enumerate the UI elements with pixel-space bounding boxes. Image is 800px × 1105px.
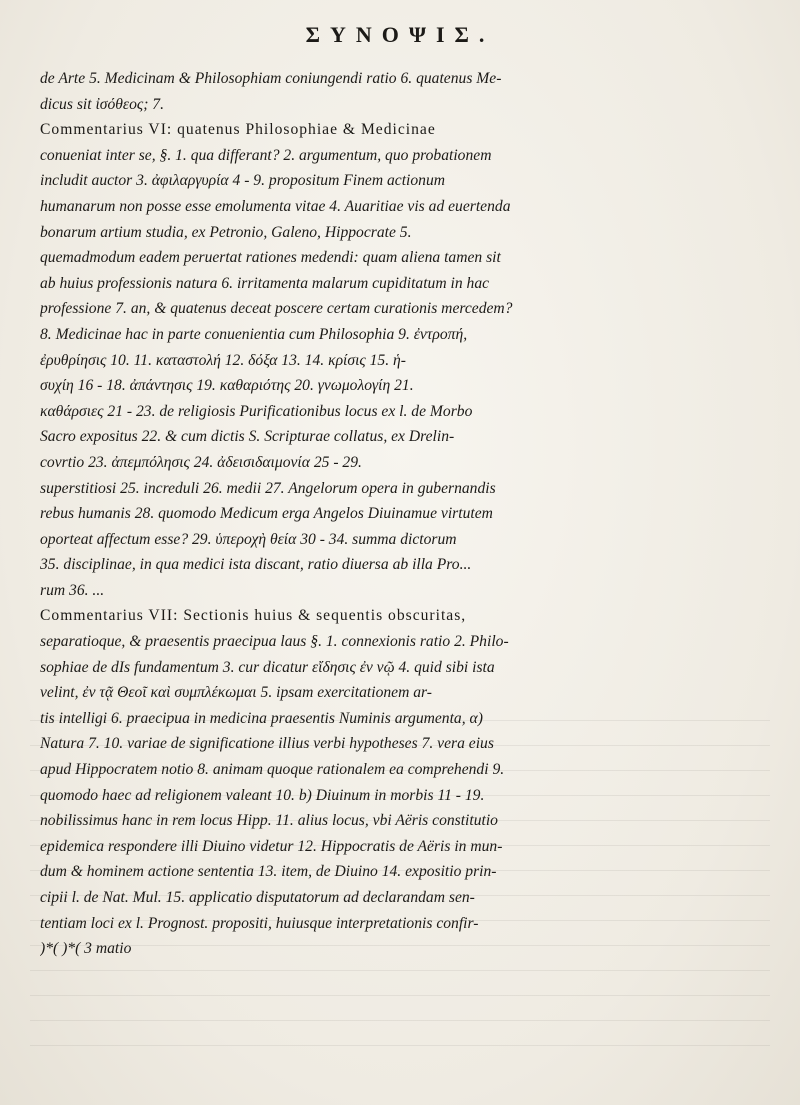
text-line: velint, ἐν τᾷ Θεοῖ καὶ συμπλέκωμαι 5. ipsam exercitationem ar-	[40, 684, 432, 702]
text-line: ἐρυθρίησις 10. 11. καταστολή 12. δόξα 13. 14. κρίσις 15. ἡ-	[40, 351, 406, 369]
text-line: includit auctor 3. ἀφιλαργυρία 4 - 9. propositum Finem actionum	[40, 172, 446, 190]
text-line: quomodo haec ad religionem valeant 10. b) Diuinum in morbis 11 - 19.	[40, 786, 485, 804]
text-line: καθάρσιες 21 - 23. de religiosis Purificationibus locus ex l. de Morbo	[40, 402, 473, 420]
text-line: apud Hippocratem notio 8. animam quoque rationalem ea comprehendi 9.	[40, 761, 505, 779]
text-line: dum & hominem actione sententia 13. item, de Diuino 14. expositio prin-	[40, 863, 497, 881]
text-line: Natura 7. 10. variae de significatione illius verbi hypotheses 7. vera eius	[40, 735, 494, 753]
text-line: tentiam loci ex l. Prognost. propositi, huiusque interpretationis confir-	[40, 914, 479, 932]
text-line: nobilissimus hanc in rem locus Hipp. 11. alius locus, vbi Aëris constitutio	[40, 812, 498, 830]
text-line: oporteat affectum esse? 29. ὑπεροχὴ θεία 30 - 34. summa dictorum	[40, 530, 457, 548]
text-line: quemadmodum eadem peruertat rationes medendi: quam aliena tamen sit	[40, 249, 501, 267]
show-through-texture	[30, 720, 770, 1060]
text-line: sophiae de dIs fundamentum 3. cur dicatur εἴδησις ἐν νῷ 4. quid sibi ista	[40, 658, 495, 676]
text-line: dicus sit ἰσόθεος; 7.	[40, 95, 164, 113]
text-line: συχίη 16 - 18. ἀπάντησις 19. καθαριότης 20. γνωμολογίη 21.	[40, 377, 414, 395]
text-line: ab huius professionis natura 6. irritamenta malarum cupiditatum in hac	[40, 274, 490, 292]
text-line: cipii l. de Nat. Mul. 15. applicatio disputatorum ad declarandam sen-	[40, 889, 475, 906]
commentary-heading: Commentarius VI: quatenus Philosophiae & Medicinae	[40, 121, 436, 139]
commentary-heading: Commentarius VII: Sectionis huius & sequentis obscuritas,	[40, 607, 467, 625]
text-line: separatioque, & praesentis praecipua laus §. 1. connexionis ratio 2. Philo-	[40, 633, 509, 651]
text-line: 8. Medicinae hac in parte conuenientia cum Philosophia 9. ἐντροπή,	[40, 325, 468, 343]
text-line: bonarum artium studia, ex Petronio, Galeno, Hippocrate 5.	[40, 223, 412, 241]
text-line: rebus humanis 28. quomodo Medicum erga Angelos Diuinamue virtutem	[40, 505, 493, 523]
text-line: epidemica respondere illi Diuino videtur 12. Hippocratis de Aëris in mun-	[40, 837, 503, 855]
text-line: superstitiosi 25. increduli 26. medii 27. Angelorum opera in gubernandis	[40, 479, 496, 497]
text-line: de Arte 5. Medicinam & Philosophiam coniungendi ratio 6. quatenus Me-	[40, 70, 502, 87]
text-line: rum 36. ...	[40, 581, 105, 599]
paragraph-1	[40, 66, 760, 603]
text-line: tis intelligi 6. praecipua in medicina praesentis Numinis argumenta, α)	[40, 709, 483, 727]
page-header: ΣΥΝΟΨΙΣ.	[305, 22, 495, 47]
signature-catchword-line: )*( )*( 3 matio	[40, 940, 132, 958]
text-line: Sacro expositus 22. & cum dictis S. Scripturae collatus, ex Drelin-	[40, 428, 455, 446]
text-line: conueniat inter se, §. 1. qua differant? 2. argumentum, quo probationem	[40, 146, 492, 164]
text-line: professione 7. an, & quatenus deceat poscere certam curationis mercedem?	[40, 300, 513, 318]
text-line: covrtio 23. ἀπεμπόλησις 24. ἀδεισιδαιμονία 25 - 29.	[40, 453, 362, 471]
text-line: humanarum non posse esse emolumenta vitae 4. Auaritiae vis ad euertenda	[40, 197, 511, 215]
text-line: 35. disciplinae, in qua medici ista discant, ratio diuersa ab illa Pro...	[40, 556, 472, 574]
